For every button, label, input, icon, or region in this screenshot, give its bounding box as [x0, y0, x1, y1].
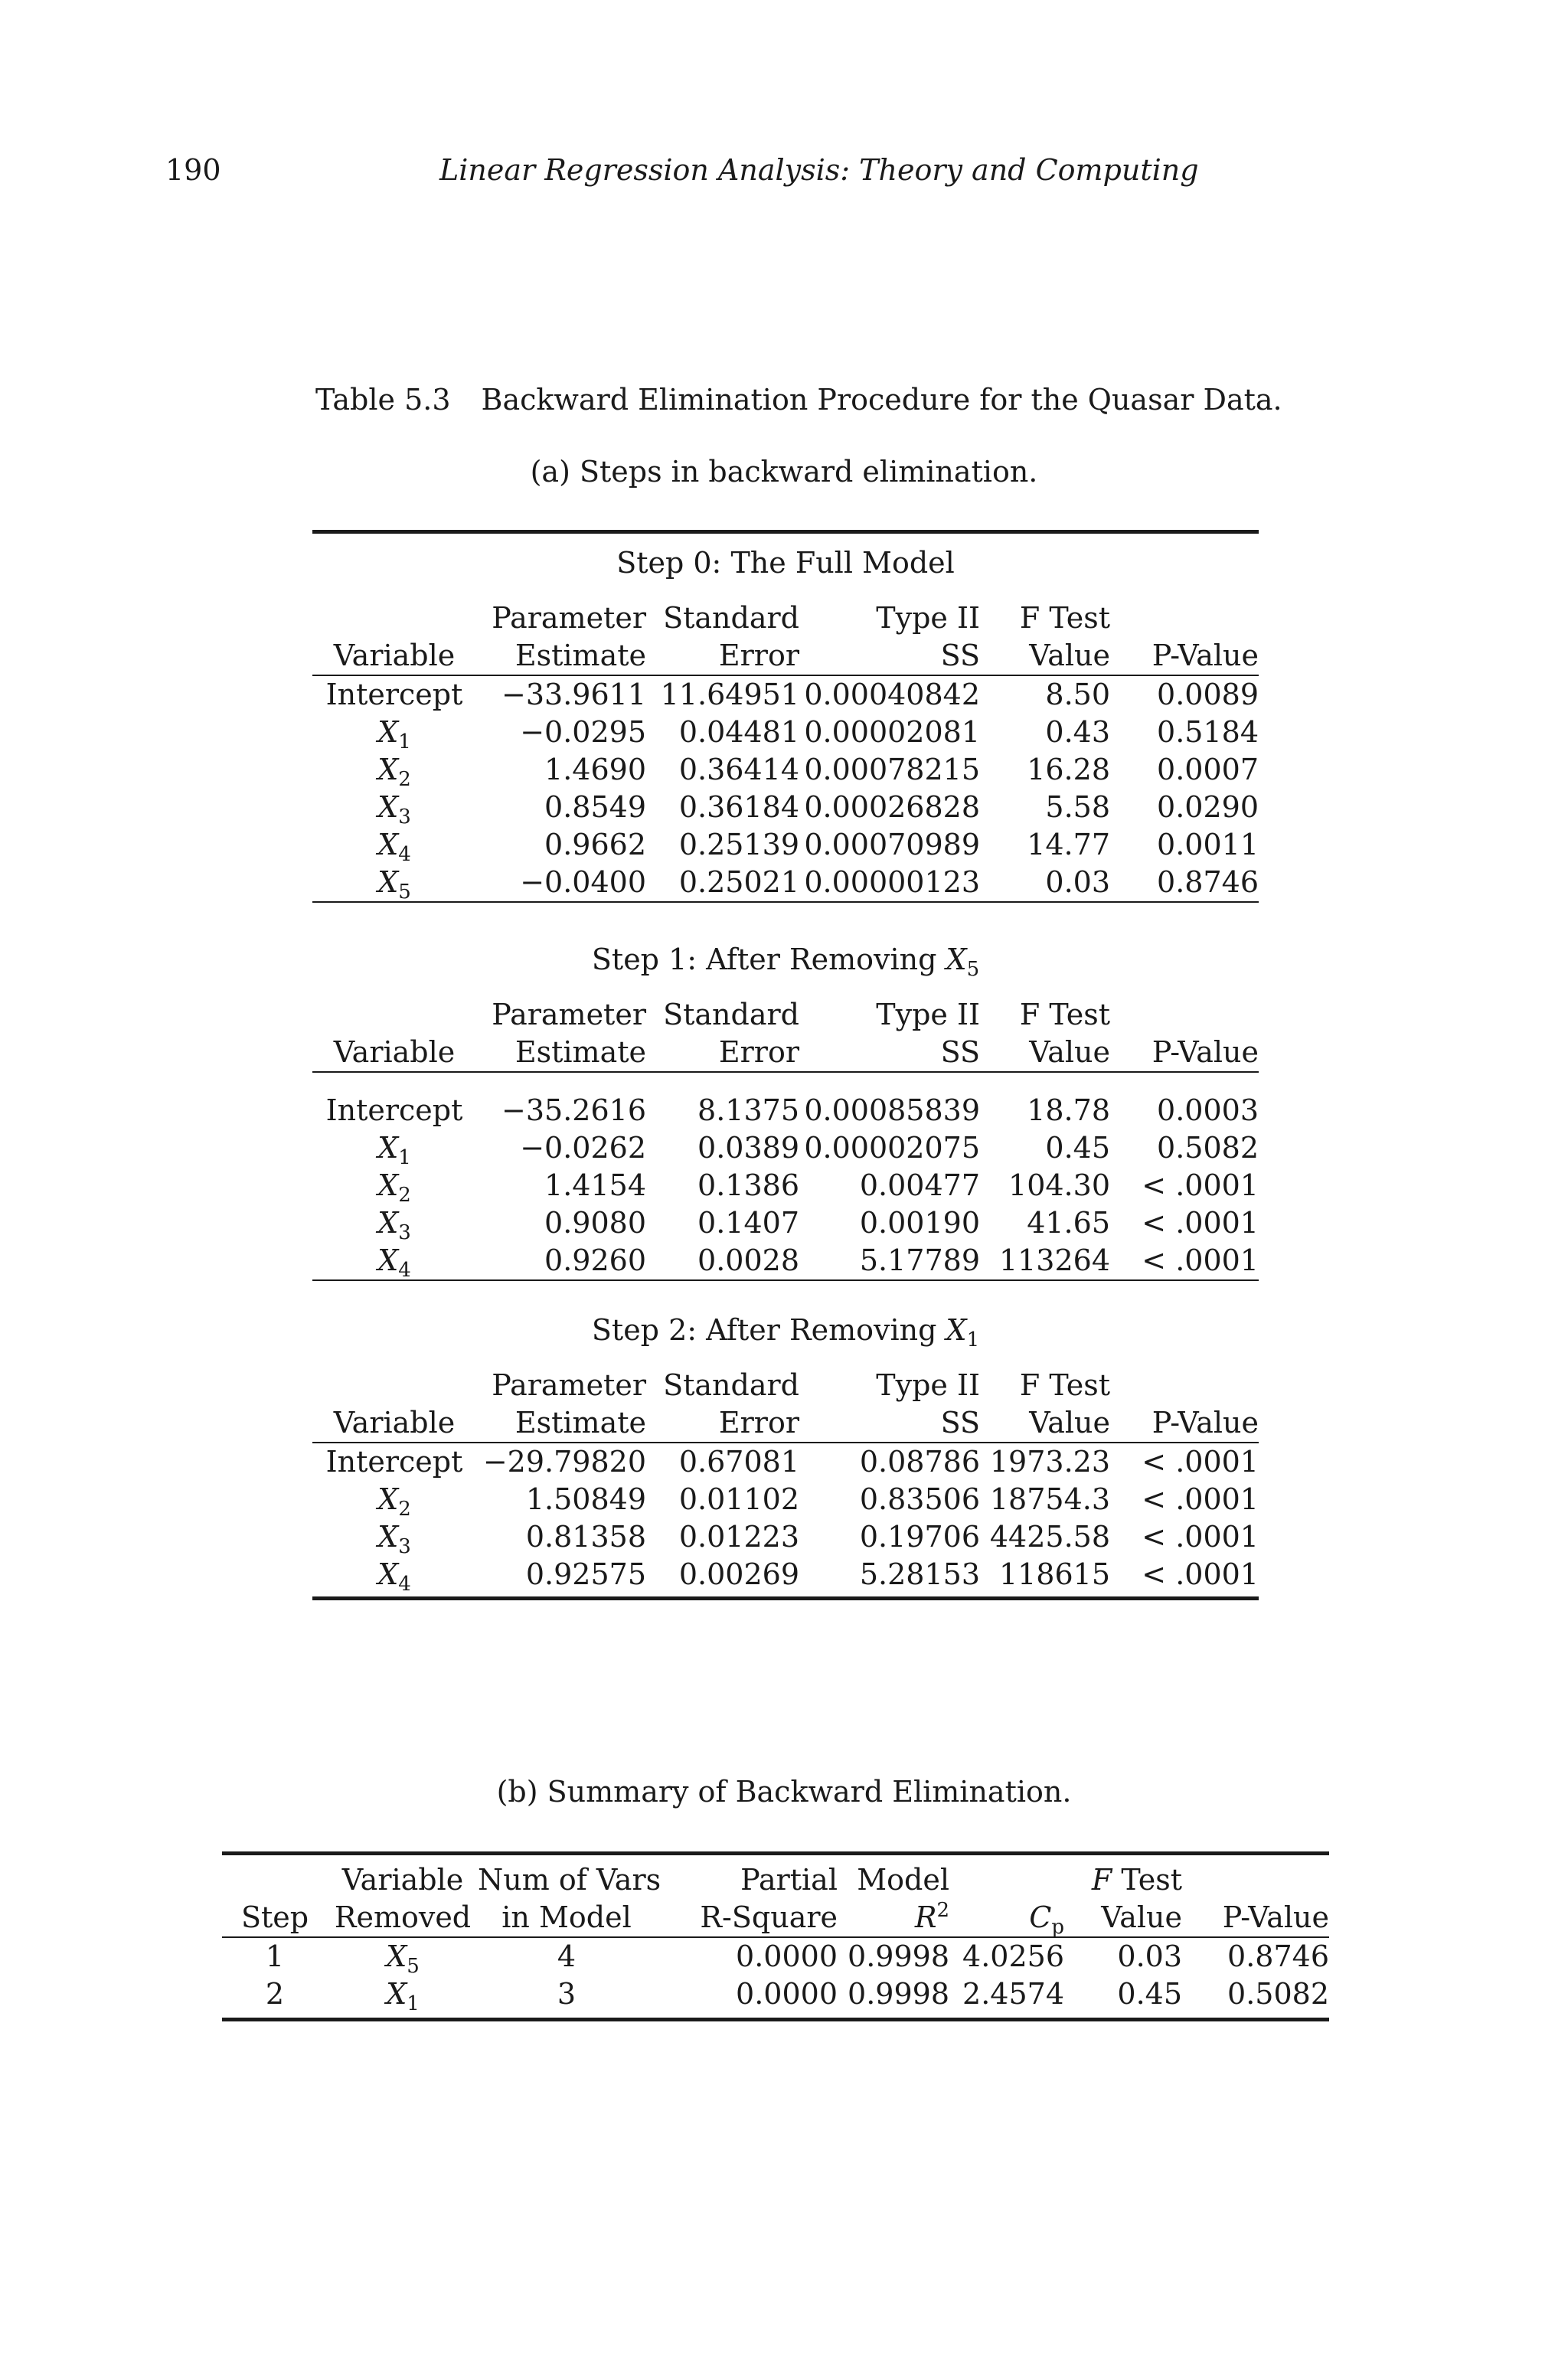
table-row	[222, 1937, 1329, 1975]
table-row	[222, 1975, 1329, 2013]
step-1-title: Step 1: After Removing $X_5$	[591, 943, 980, 981]
estimate-cell: 0.9080	[544, 1206, 646, 1240]
error-cell: 0.01102	[678, 1482, 799, 1516]
col-estimate-top: Parameter	[492, 1368, 646, 1402]
error-cell: 0.1407	[697, 1206, 799, 1240]
p-cell: 0.5082	[1157, 1131, 1259, 1165]
p-cell: 0.5184	[1157, 715, 1259, 749]
col-variable: Variable	[312, 1034, 476, 1072]
summary-bottom-rule	[222, 2018, 1329, 2021]
header-row-top	[312, 600, 1259, 637]
variable-cell: $X_2$	[377, 1482, 411, 1521]
table-row	[312, 1129, 1259, 1167]
variable-cell: $X_1$	[377, 1131, 411, 1169]
col-variable: Variable	[312, 637, 476, 675]
col-f-top: F Test	[1019, 601, 1110, 635]
header-row-top	[312, 1367, 1259, 1404]
f-cell: 16.28	[1027, 753, 1110, 786]
col-estimate: Estimate	[476, 1404, 646, 1443]
step-1-table	[312, 996, 1259, 1281]
p-cell: 0.8746	[1110, 864, 1259, 902]
error-cell: 0.1386	[697, 1168, 799, 1202]
col-in-model: in Model	[478, 1899, 655, 1937]
error-cell: 11.64951	[660, 678, 799, 711]
col-ss-top: Type II	[876, 1368, 980, 1402]
num-vars-cell: 4	[557, 1940, 577, 1973]
p-cell: < .0001	[1142, 1168, 1259, 1202]
top-rule	[312, 530, 1259, 534]
f-cell: 0.45	[1045, 1131, 1110, 1165]
bottom-rule	[312, 1596, 1259, 1600]
num-vars-cell: 3	[557, 1977, 577, 2011]
part-a-caption: (a) Steps in backward elimination.	[530, 455, 1038, 489]
header-row-bottom	[312, 1034, 1259, 1072]
estimate-cell: −33.9611	[501, 678, 646, 711]
table-row	[312, 751, 1259, 789]
f-cell: 18754.3	[989, 1482, 1110, 1516]
estimate-cell: −0.0295	[520, 715, 646, 749]
col-ss-top: Type II	[876, 601, 980, 635]
partial-cell: 0.0000	[736, 1977, 838, 2011]
f-cell: 0.43	[1045, 715, 1110, 749]
error-cell: 0.04481	[678, 715, 799, 749]
r2-cell: 0.9998	[848, 1977, 949, 2011]
variable-cell: Intercept	[325, 678, 463, 711]
error-cell: 8.1375	[697, 1093, 799, 1127]
table-row	[312, 714, 1259, 751]
error-cell: 0.36184	[678, 790, 799, 824]
col-ss: SS	[799, 637, 980, 675]
cp-cell: 4.0256	[962, 1940, 1064, 1973]
p-cell: 0.0290	[1157, 790, 1259, 824]
p-cell: 0.5082	[1227, 1977, 1329, 2011]
p-cell: 0.0007	[1157, 753, 1259, 786]
f-cell: 8.50	[1045, 678, 1110, 711]
estimate-cell: −0.0400	[476, 864, 646, 902]
header-row-top	[312, 996, 1259, 1034]
table-row	[312, 1167, 1259, 1204]
partial-cell: 0.0000	[736, 1940, 838, 1973]
col-f-top: F Test	[1019, 998, 1110, 1031]
col-ss-top: Type II	[876, 998, 980, 1031]
table-row	[312, 1092, 1259, 1129]
error-cell: 0.0389	[697, 1131, 799, 1165]
error-cell: 0.01223	[678, 1520, 799, 1554]
col-f-value: Value	[980, 1404, 1110, 1443]
f-cell: 4425.58	[989, 1520, 1110, 1554]
col-estimate: Estimate	[476, 637, 646, 675]
backward-elimination-summary	[222, 1851, 1329, 2021]
table-row	[312, 1204, 1259, 1242]
col-estimate: Estimate	[476, 1034, 646, 1072]
ss-cell: 0.00002081	[804, 715, 980, 749]
header-row-bottom	[222, 1899, 1329, 1937]
part-b-caption: (b) Summary of Backward Elimination.	[496, 1775, 1072, 1809]
p-cell: 0.0011	[1157, 828, 1259, 861]
table-row	[312, 789, 1259, 826]
col-f-value: Value	[980, 1034, 1110, 1072]
ss-cell: 0.00078215	[804, 753, 980, 786]
col-cp: $C_p$	[949, 1899, 1064, 1937]
col-error-top: Standard	[663, 601, 799, 635]
error-cell: 0.25139	[678, 828, 799, 861]
col-error-top: Standard	[663, 1368, 799, 1402]
ss-cell: 0.00190	[859, 1206, 980, 1240]
table-row	[312, 1556, 1259, 1593]
col-f-value: Value	[980, 637, 1110, 675]
step-2-title: Step 2: After Removing $X_1$	[591, 1313, 980, 1351]
table-row	[312, 675, 1259, 714]
ss-cell: 5.17789	[799, 1242, 980, 1280]
table-row	[312, 1481, 1259, 1518]
col-f-value: Value	[1064, 1899, 1182, 1937]
col-num-vars-top: Num of Vars	[478, 1863, 662, 1897]
p-cell: < .0001	[1110, 1242, 1259, 1280]
estimate-cell: 1.50849	[525, 1482, 646, 1516]
variable-cell: Intercept	[325, 1445, 463, 1479]
variable-cell: Intercept	[325, 1093, 463, 1127]
table-row	[312, 1443, 1259, 1481]
col-variable: Variable	[312, 1404, 476, 1443]
f-cell: 104.30	[1008, 1168, 1110, 1202]
estimate-cell: 0.9662	[544, 828, 646, 861]
f-cell: 118615	[998, 1557, 1110, 1591]
col-ss: SS	[799, 1034, 980, 1072]
estimate-cell: 0.81358	[525, 1520, 646, 1554]
col-ss: SS	[799, 1404, 980, 1443]
p-cell: < .0001	[1142, 1557, 1259, 1591]
step-cell: 1	[265, 1940, 285, 1973]
ss-cell: 0.00477	[859, 1168, 980, 1202]
header-row-top	[222, 1861, 1329, 1899]
col-error-top: Standard	[663, 998, 799, 1031]
p-cell: 0.0089	[1157, 678, 1259, 711]
step-0-table	[312, 600, 1259, 903]
col-p-value: P-Value	[1182, 1899, 1329, 1937]
col-p-value: P-Value	[1110, 637, 1259, 675]
p-cell: < .0001	[1142, 1206, 1259, 1240]
estimate-cell: 0.8549	[544, 790, 646, 824]
table-number: Table 5.3	[315, 383, 451, 417]
variable-cell: $X_5$	[312, 864, 476, 902]
p-cell: < .0001	[1142, 1482, 1259, 1516]
col-p-value: P-Value	[1110, 1034, 1259, 1072]
step-cell: 2	[265, 1977, 285, 2011]
variable-cell: $X_2$	[377, 1168, 411, 1207]
variable-cell: $X_3$	[377, 1520, 411, 1558]
variable-cell: $X_4$	[312, 1242, 476, 1280]
step-2-table	[312, 1367, 1259, 1596]
f-cell: 41.65	[1027, 1206, 1110, 1240]
variable-cell: $X_3$	[377, 790, 411, 828]
error-cell: 0.36414	[678, 753, 799, 786]
estimate-cell: −29.79820	[482, 1445, 646, 1479]
table-row	[312, 826, 1259, 864]
header-row-bottom	[312, 637, 1259, 675]
error-cell: 0.0028	[646, 1242, 799, 1280]
ss-cell: 0.83506	[859, 1482, 980, 1516]
col-partial-top: Partial	[740, 1863, 838, 1897]
table-row	[312, 1518, 1259, 1556]
f-cell: 14.77	[1027, 828, 1110, 861]
ss-cell: 0.00085839	[804, 1093, 980, 1127]
estimate-cell: −0.0262	[520, 1131, 646, 1165]
col-removed: Removed	[328, 1899, 478, 1937]
col-step: Step	[222, 1899, 328, 1937]
col-model-top: Model	[857, 1863, 949, 1897]
p-cell: 0.8746	[1227, 1940, 1329, 1973]
ss-cell: 0.00026828	[804, 790, 980, 824]
variable-cell: $X_4$	[377, 1557, 411, 1596]
r2-cell: 0.9998	[848, 1940, 949, 1973]
estimate-cell: 1.4690	[544, 753, 646, 786]
estimate-cell: 0.92575	[525, 1557, 646, 1591]
table-row	[312, 1242, 1259, 1280]
backward-elimination-steps	[312, 530, 1259, 1600]
ss-cell: 0.00002075	[804, 1131, 980, 1165]
table-caption	[315, 383, 1282, 417]
col-estimate-top: Parameter	[492, 998, 646, 1031]
f-cell: 0.45	[1117, 1977, 1182, 2011]
variable-cell: $X_3$	[377, 1206, 411, 1244]
p-cell: < .0001	[1142, 1520, 1259, 1554]
f-cell: 0.03	[1117, 1940, 1182, 1973]
ss-cell: 0.19706	[859, 1520, 980, 1554]
p-cell: 0.0003	[1157, 1093, 1259, 1127]
f-cell: 113264	[980, 1242, 1110, 1280]
ss-cell: 0.08786	[859, 1445, 980, 1479]
col-r-square: R-Square	[655, 1899, 838, 1937]
col-error: Error	[646, 1034, 799, 1072]
removed-cell: $X_5$	[386, 1940, 420, 1978]
estimate-cell: 1.4154	[544, 1168, 646, 1202]
header-row-bottom	[312, 1404, 1259, 1443]
table-row	[312, 864, 1259, 902]
cp-cell: 2.4574	[962, 1977, 1064, 2011]
col-error: Error	[646, 1404, 799, 1443]
f-cell: 18.78	[1027, 1093, 1110, 1127]
variable-cell: $X_1$	[377, 715, 411, 753]
estimate-cell: −35.2616	[501, 1093, 646, 1127]
f-cell: 5.58	[1045, 790, 1110, 824]
variable-cell: $X_2$	[377, 753, 411, 791]
estimate-cell: 0.9260	[476, 1242, 646, 1280]
running-head	[0, 153, 1568, 199]
ss-cell: 0.00070989	[804, 828, 980, 861]
summary-top-rule	[222, 1851, 1329, 1855]
error-cell: 0.25021	[646, 864, 799, 902]
col-variable-top: Variable	[341, 1863, 464, 1897]
col-f-top: F Test	[1019, 1368, 1110, 1402]
error-cell: 0.67081	[678, 1445, 799, 1479]
col-error: Error	[646, 637, 799, 675]
col-p-value: P-Value	[1110, 1404, 1259, 1443]
error-cell: 0.00269	[678, 1557, 799, 1591]
f-cell: 0.03	[980, 864, 1110, 902]
col-estimate-top: Parameter	[492, 601, 646, 635]
page-number: 190	[165, 153, 221, 187]
col-f-test-top: F Test	[1091, 1863, 1182, 1897]
ss-cell: 5.28153	[859, 1557, 980, 1591]
step-0-title: Step 0: The Full Model	[616, 546, 955, 580]
variable-cell: $X_4$	[377, 828, 411, 866]
running-title: Linear Regression Analysis: Theory and Computing	[439, 153, 1199, 187]
ss-cell: 0.00000123	[799, 864, 980, 902]
ss-cell: 0.00040842	[804, 678, 980, 711]
p-cell: < .0001	[1142, 1445, 1259, 1479]
col-model-r2: $R^2$	[838, 1899, 949, 1937]
f-cell: 1973.23	[989, 1445, 1110, 1479]
table-title: Backward Elimination Procedure for the Quasar Data.	[481, 383, 1282, 417]
removed-cell: $X_1$	[386, 1977, 420, 2015]
summary-table	[222, 1861, 1329, 2013]
